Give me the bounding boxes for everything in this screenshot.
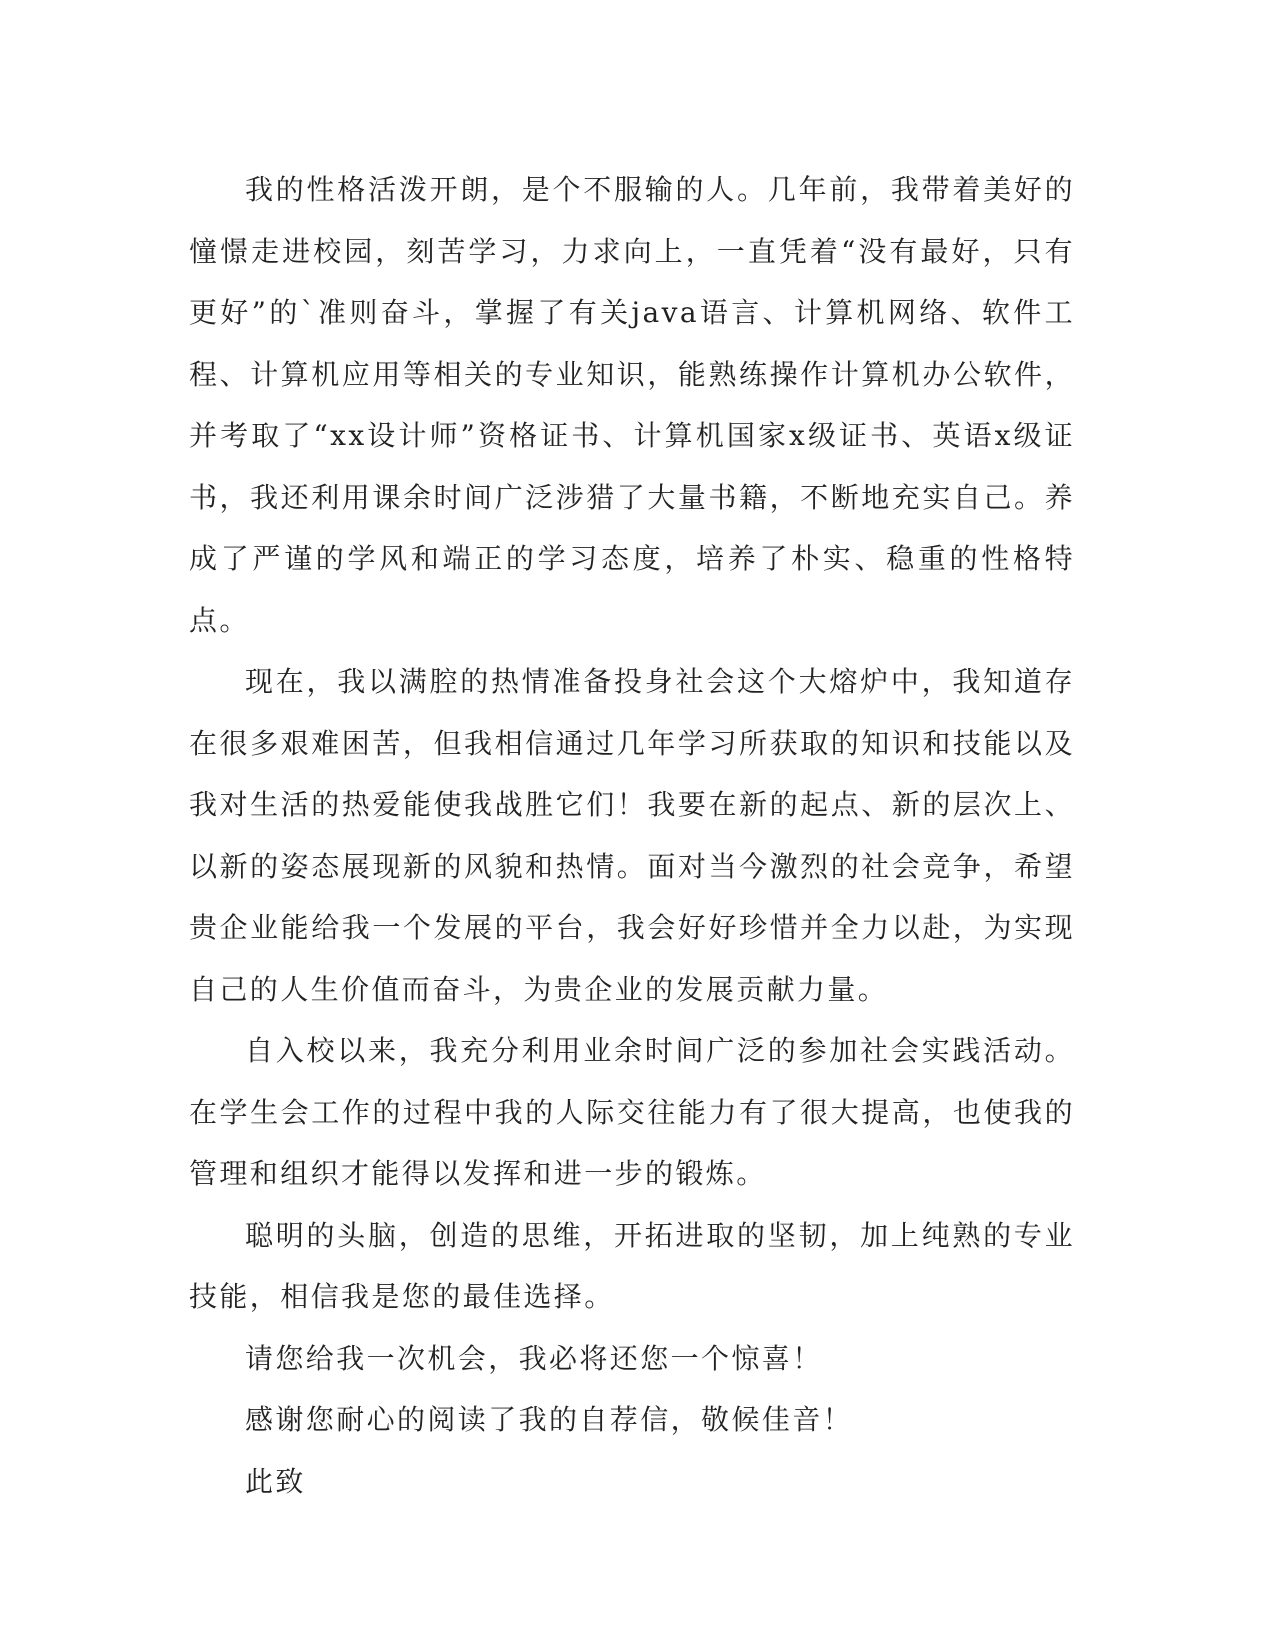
paragraph-personality-study: 我的性格活泼开朗，是个不服输的人。几年前，我带着美好的憧憬走进校园，刻苦学习，力求向上，一直凭着“没有最好，只有更好”的`准则奋斗，掌握了有关java语言、计算机网络、软件工程、计算机应用等相关的专业知识，能熟练操作计算机办公软件，并考取了“xx设计师”资格证书、计算机国家x级证书、英语x级证书，我还利用课余时间广泛涉猎了大量书籍，不断地充实自己。养成了严谨的学风和端正的学习态度，培养了朴实、稳重的性格特点。 — [189, 173, 1075, 637]
paragraph-thanks: 感谢您耐心的阅读了我的自荐信，敬候佳音！ — [245, 1403, 854, 1436]
paragraph-best-choice: 聪明的头脑，创造的思维，开拓进取的坚韧，加上纯熟的专业技能，相信我是您的最佳选择。 — [189, 1218, 1075, 1313]
paragraph-social-practice: 自入校以来，我充分利用业余时间广泛的参加社会实践活动。在学生会工作的过程中我的人际交往能力有了很大提高，也使我的管理和组织才能得以发挥和进一步的锻炼。 — [189, 1034, 1075, 1190]
paragraph-request-chance: 请您给我一次机会，我必将还您一个惊喜！ — [245, 1341, 823, 1375]
paragraph-career-goal: 现在，我以满腔的热情准备投身社会这个大熔炉中，我知道存在很多艰难困苦，但我相信通过几年学习所获取的知识和技能以及我对生活的热爱能使我战胜它们！我要在新的起点、新的层次上、以新的姿态展现新的风貌和热情。面对当今激烈的社会竞争，希望贵企业能给我一个发展的平台，我会好好珍惜并全力以赴，为实现自己的人生价值而奋斗，为贵企业的发展贡献力量。 — [189, 665, 1075, 1006]
letter-body — [189, 159, 1075, 1512]
closing-salutation: 此致 — [245, 1464, 306, 1498]
